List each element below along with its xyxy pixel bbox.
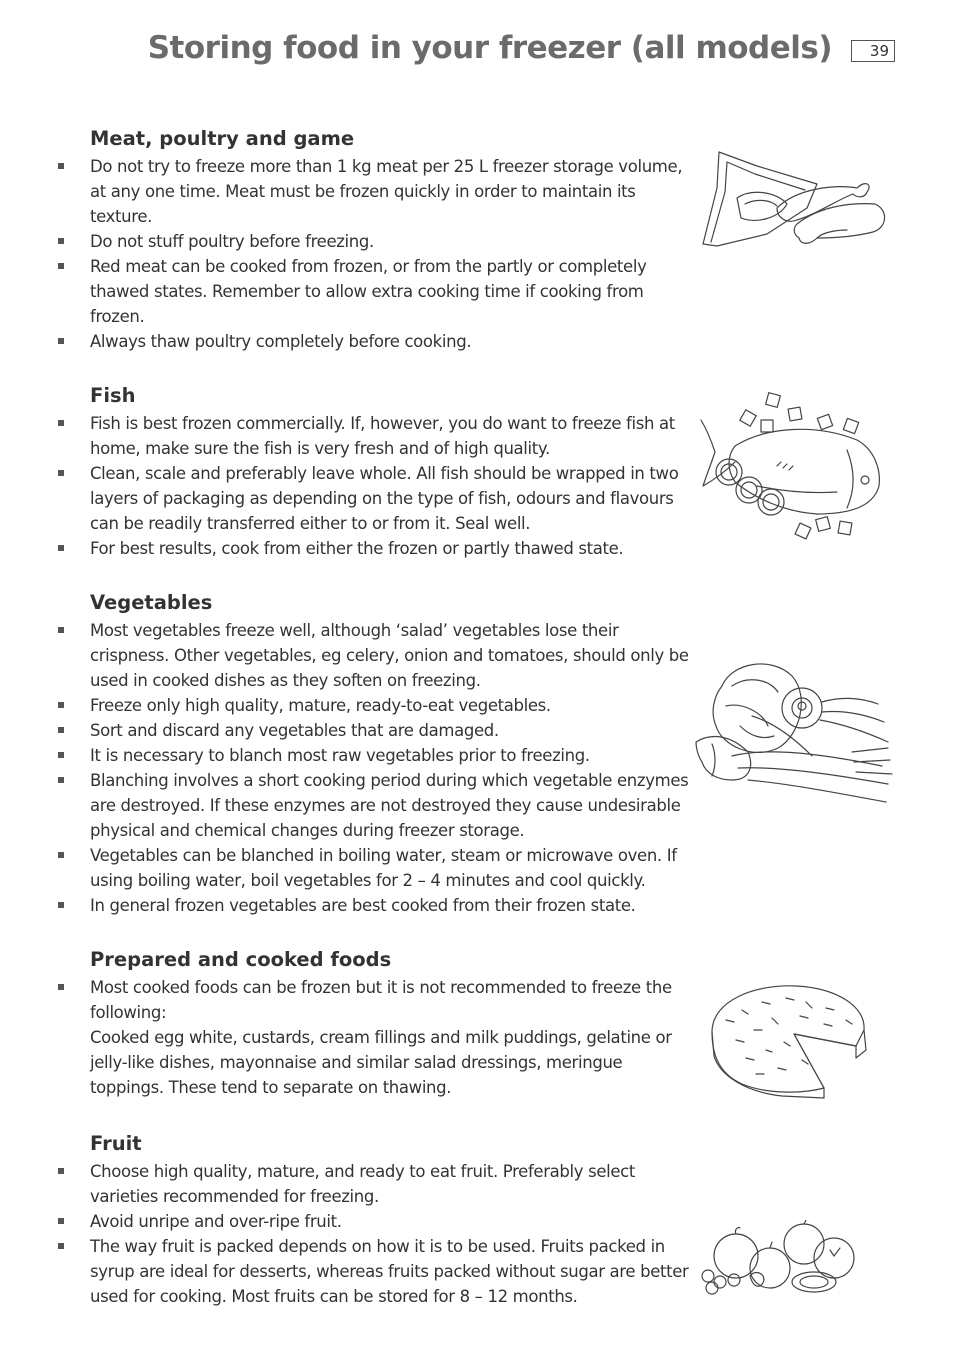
bullet-marker <box>58 163 64 169</box>
bullet-marker <box>58 1243 64 1249</box>
list-item-text: Most cooked foods can be frozen but it is not recommended to freeze the following: <box>90 978 672 1022</box>
section-fish <box>0 383 700 561</box>
list-item-continuation: Cooked egg white, custards, cream fillings and milk puddings, gelatine or jelly-like dishes, mayonnaise and similar salad dressings, meringue toppings. These tend to separate on thawing. <box>90 1028 672 1097</box>
list-item: For best results, cook from either the frozen or partly thawed state. <box>90 536 696 561</box>
bullet-marker <box>58 984 64 990</box>
list-item: Blanching involves a short cooking period during which vegetable enzymes are destroyed. If these enzymes are not destroyed they cause undesirable physical and chemical changes during freezer storage. <box>90 768 696 843</box>
section-heading: Prepared and cooked foods <box>90 948 392 971</box>
list-item: Do not try to freeze more than 1 kg meat per 25 L freezer storage volume, at any one time. Meat must be frozen quickly in order to maintain its texture. <box>90 154 696 229</box>
bullet-marker <box>58 238 64 244</box>
bullet-marker <box>58 1168 64 1174</box>
list-item <box>90 975 696 1100</box>
bullet-marker <box>58 752 64 758</box>
list-item: Fish is best frozen commercially. If, however, you do want to freeze fish at home, make sure the fish is very fresh and of high quality. <box>90 411 696 461</box>
list-item: In general frozen vegetables are best cooked from their frozen state. <box>90 893 696 918</box>
bullet-marker <box>58 338 64 344</box>
bullet-marker <box>58 420 64 426</box>
bullet-marker <box>58 545 64 551</box>
bullet-list <box>0 1159 700 1309</box>
page-number: 39 <box>851 40 895 62</box>
list-item: Most vegetables freeze well, although ‘salad’ vegetables lose their crispness. Other vegetables, eg celery, onion and tomatoes, should only be used in cooked dishes as they soften on freezing. <box>90 618 696 693</box>
section-fruit <box>0 1131 700 1309</box>
section-prepared-cooked-foods <box>0 947 700 1100</box>
list-item: Choose high quality, mature, and ready to eat fruit. Preferably select varieties recommended for freezing. <box>90 1159 696 1209</box>
list-item: Sort and discard any vegetables that are damaged. <box>90 718 696 743</box>
list-item: The way fruit is packed depends on how it is to be used. Fruits packed in syrup are ideal for desserts, whereas fruits packed without sugar are better used for cooking. Most fruits can be stored for 8 – 12 months. <box>90 1234 696 1309</box>
bullet-marker <box>58 777 64 783</box>
bullet-list <box>0 411 700 561</box>
bullet-marker <box>58 702 64 708</box>
bullet-marker <box>58 263 64 269</box>
bullet-marker <box>58 627 64 633</box>
list-item: Do not stuff poultry before freezing. <box>90 229 696 254</box>
bullet-list <box>0 975 700 1100</box>
bullet-marker <box>58 852 64 858</box>
section-vegetables <box>0 590 700 918</box>
list-item: Always thaw poultry completely before cooking. <box>90 329 696 354</box>
list-item: Vegetables can be blanched in boiling water, steam or microwave oven. If using boiling water, boil vegetables for 2 – 4 minutes and cool quickly. <box>90 843 696 893</box>
fish-icon <box>697 390 887 550</box>
list-item: Freeze only high quality, mature, ready-to-eat vegetables. <box>90 693 696 718</box>
list-item: It is necessary to blanch most raw vegetables prior to freezing. <box>90 743 696 768</box>
bullet-marker <box>58 902 64 908</box>
page-title: Storing food in your freezer (all models) <box>147 30 832 66</box>
list-item: Avoid unripe and over-ripe fruit. <box>90 1209 696 1234</box>
section-heading: Meat, poultry and game <box>90 127 355 150</box>
section-heading: Fruit <box>90 1132 142 1155</box>
section-heading: Vegetables <box>90 591 213 614</box>
meat-poultry-icon <box>697 148 889 250</box>
bullet-list <box>0 618 700 918</box>
bullet-marker <box>58 1218 64 1224</box>
bullet-list <box>0 154 700 354</box>
section-meat-poultry-game <box>0 126 700 354</box>
bullet-marker <box>58 470 64 476</box>
list-item: Clean, scale and preferably leave whole. All fish should be wrapped in two layers of packaging as depending on the type of fish, odours and flavours can be readily transferred either to or from it. Seal well. <box>90 461 696 536</box>
quiche-icon <box>706 980 872 1106</box>
list-item: Red meat can be cooked from frozen, or from the partly or completely thawed states. Remember to allow extra cooking time if cooking from frozen. <box>90 254 696 329</box>
bullet-marker <box>58 727 64 733</box>
section-heading: Fish <box>90 384 136 407</box>
fruit-icon <box>694 1220 858 1296</box>
vegetables-icon <box>692 656 894 812</box>
